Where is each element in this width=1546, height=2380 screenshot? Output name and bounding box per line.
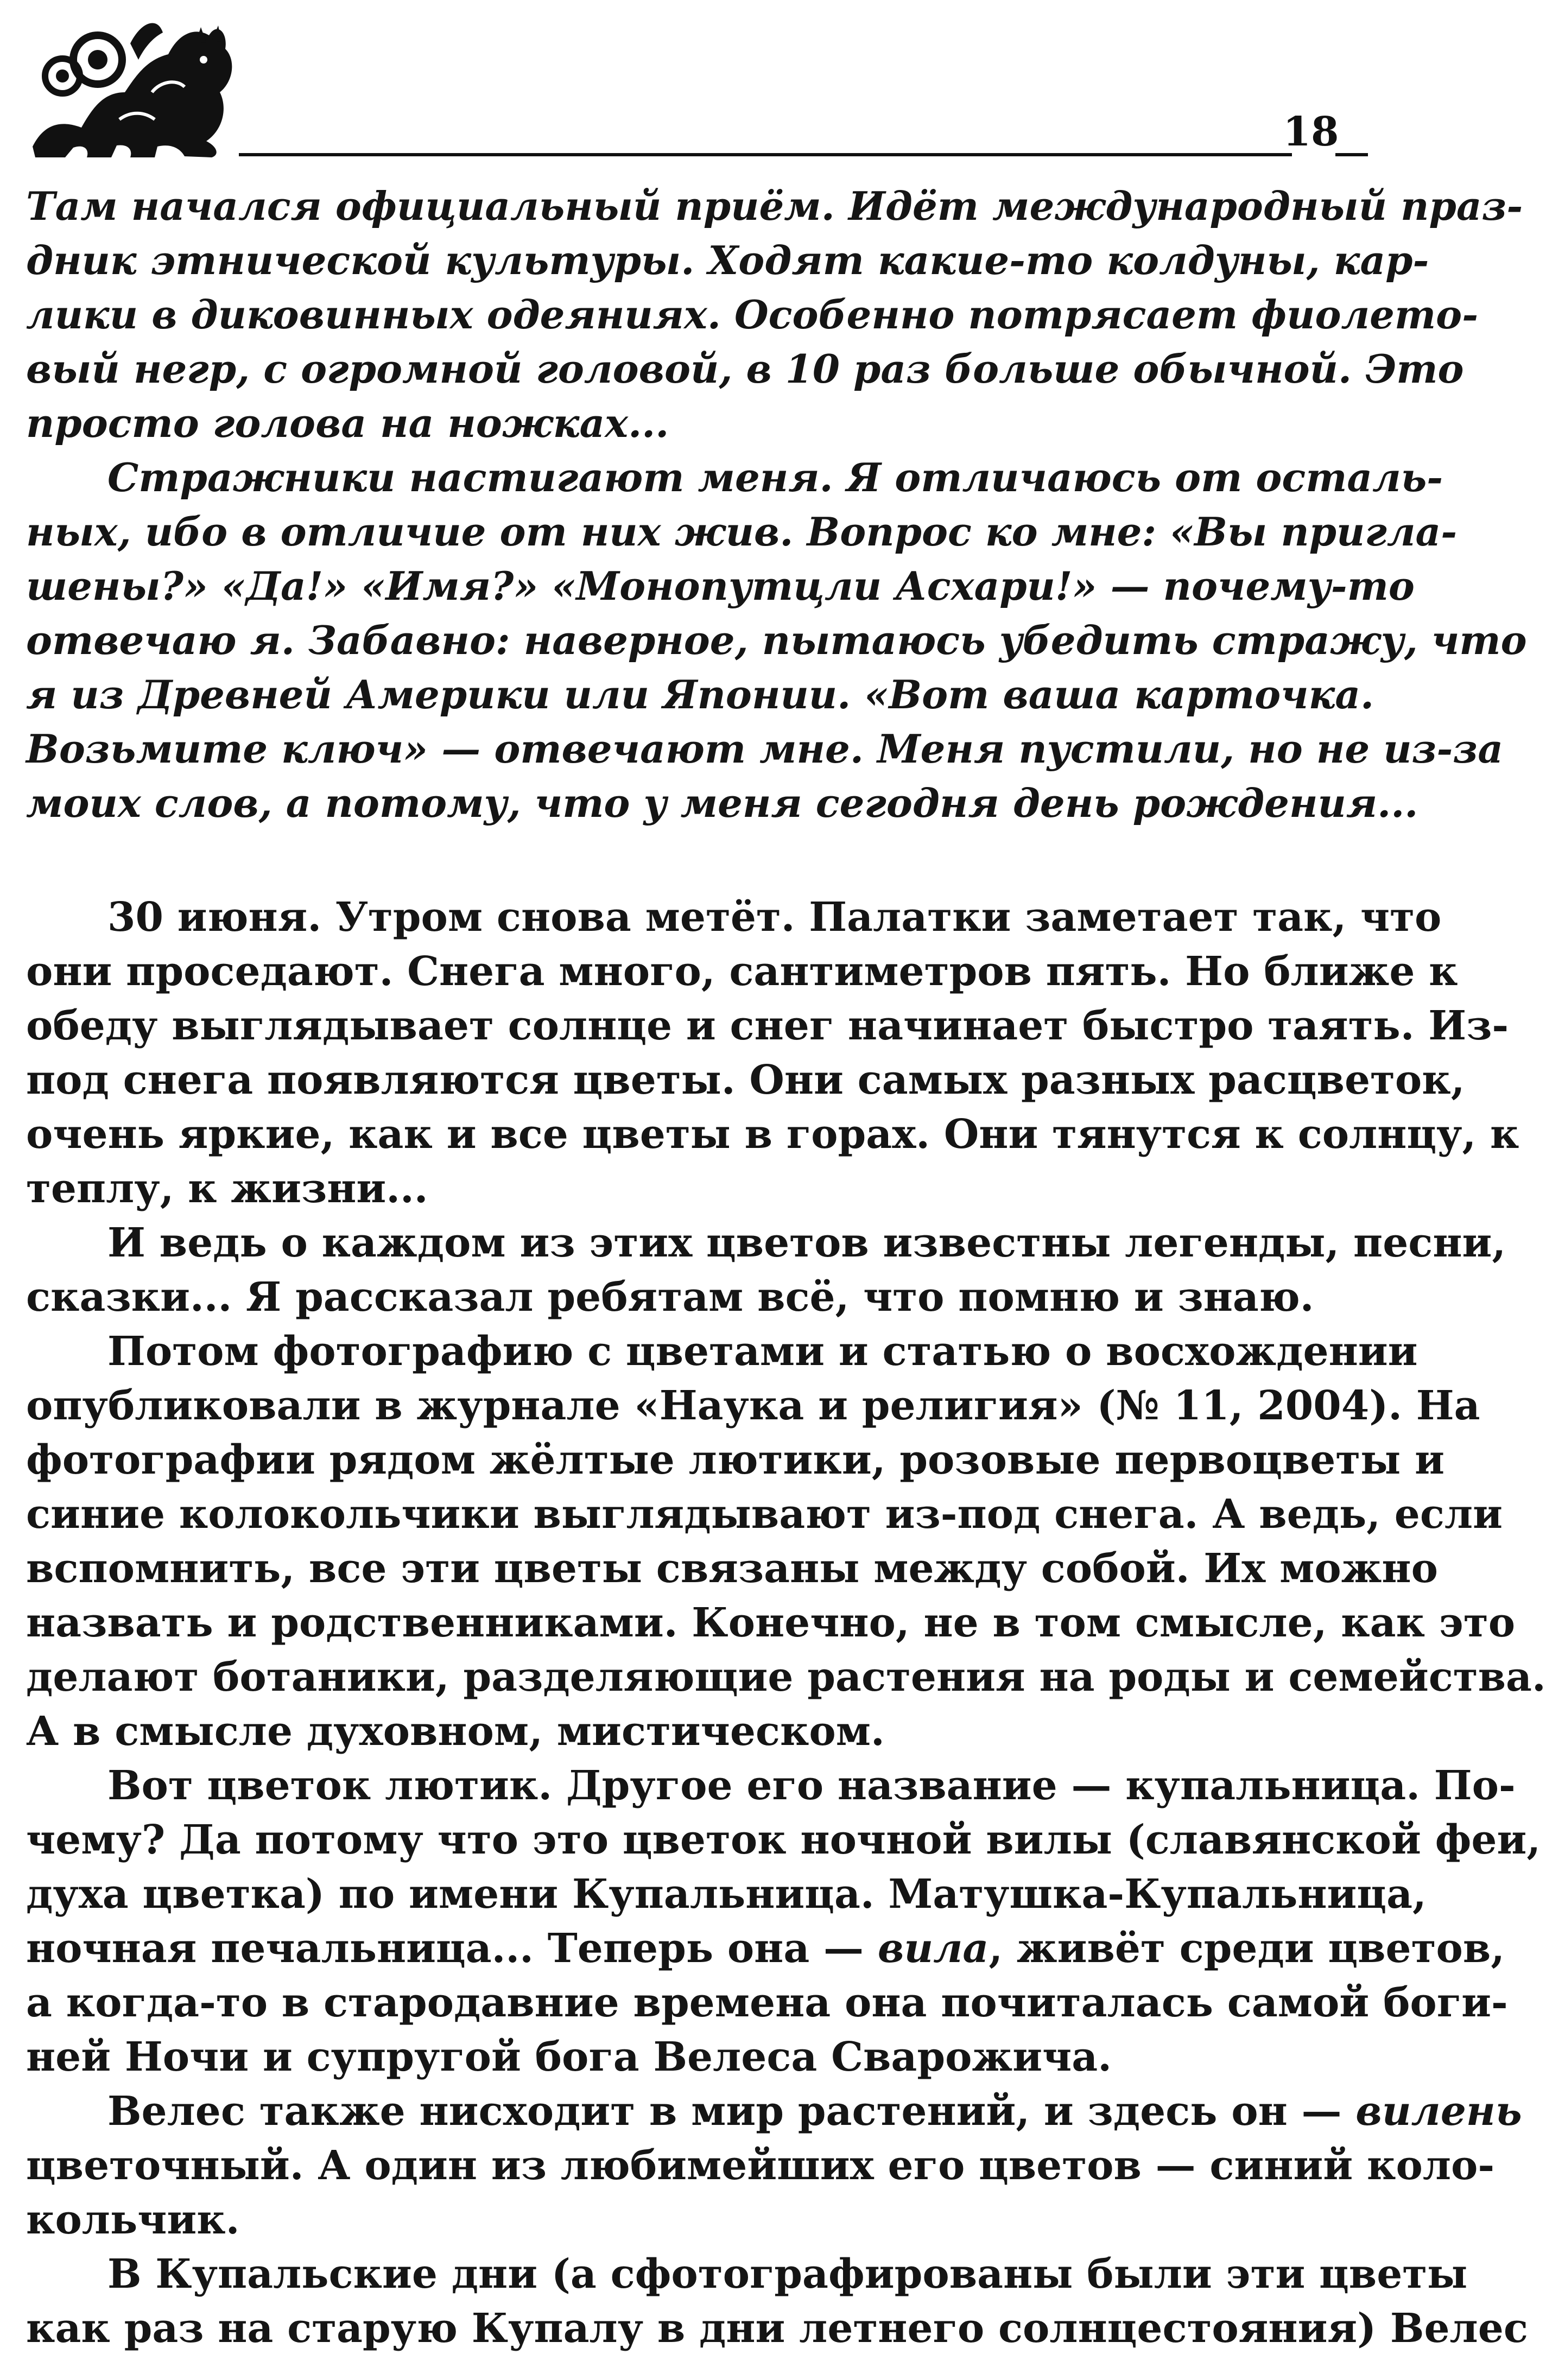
text-line: под снега появляются цветы. Они самых разных расцветок, [26, 1057, 1465, 1103]
griffin-emblem-icon [22, 11, 239, 168]
text-line: очень яркие, как и все цветы в горах. Они тянутся к солнцу, к [26, 1111, 1519, 1158]
text-line: вый негр, с огромной головой, в 10 раз больше обычной. Это [26, 346, 1464, 392]
text-line: дник этнической культуры. Ходят какие-то колдуны, кар- [26, 237, 1429, 283]
text-line: фотографии рядом жёлтые лютики, розовые первоцветы и [26, 1437, 1444, 1483]
text-line: я из Древней Америки или Японии. «Вот ваша карточка. [26, 671, 1374, 718]
text-segment: Велес также нисходит в мир растений, и здесь он — [107, 2088, 1356, 2135]
text-line: Вот цветок лютик. Другое его название — купальница. По- [107, 1762, 1516, 1809]
entry-date: 30 июня. [107, 894, 322, 941]
text-line: назвать и родственниками. Конечно, не в том смысле, как это [26, 1600, 1516, 1646]
text-line: А в смысле духовном, мистическом. [26, 1708, 885, 1755]
text-line: шены?» «Да!» «Имя?» «Монопутцли Асхари!» — почему-то [26, 563, 1415, 609]
text-line: духа цветка) по имени Купальница. Матушка-Купальница, [26, 1871, 1427, 1918]
header-rule-tail [1335, 153, 1368, 156]
text-line: как раз на старую Купалу в дни летнего солнцестояния) Велес [26, 2305, 1528, 2352]
text-line: синие колокольчики выглядывают из-под снега. А ведь, если [26, 1491, 1503, 1538]
text-line-vilen [26, 2084, 1522, 2138]
text-line: Стражники настигают меня. Я отличаюсь от осталь- [107, 454, 1443, 500]
text-line-vila [26, 1921, 1505, 1976]
text-line: цветочный. А один из любимейших его цветов — синий коло- [26, 2142, 1495, 2189]
entry-first-line-text: Утром снова метёт. Палатки заметает так, что [335, 894, 1442, 941]
text-line: сказки... Я рассказал ребятам всё, что помню и знаю. [26, 1274, 1314, 1321]
text-line: а когда-то в стародавние времена она почиталась самой боги- [26, 1979, 1508, 2026]
text-line: ней Ночи и супругой бога Велеса Сварожича. [26, 2034, 1112, 2080]
text-line: вспомнить, все эти цветы связаны между собой. Их можно [26, 1545, 1438, 1592]
text-line: Там начался официальный приём. Идёт международный праз- [26, 183, 1523, 229]
page-number: 18 [1283, 109, 1339, 155]
text-line: просто голова на ножках... [26, 400, 669, 446]
text-line: кольчик. [26, 2197, 240, 2243]
italic-word-vilen: вилень [1355, 2088, 1522, 2135]
page-header [22, 11, 1372, 168]
text-line: обеду выглядывает солнце и снег начинает быстро таять. Из- [26, 1002, 1509, 1049]
text-line: ных, ибо в отличие от них жив. Вопрос ко мне: «Вы пригла- [26, 509, 1458, 555]
text-line: теплу, к жизни... [26, 1165, 428, 1212]
text-line: Потом фотографию с цветами и статью о восхождении [107, 1328, 1418, 1375]
text-line: делают ботаники, разделяющие растения на роды и семейства. [26, 1654, 1546, 1700]
text-line: лики в диковинных одеяниях. Особенно потрясает фиолето- [26, 291, 1479, 338]
text-line: чему? Да потому что это цветок ночной вилы (славянской феи, [26, 1817, 1541, 1863]
text-segment: ночная печальница... Теперь она — [26, 1925, 878, 1972]
text-line: Возьмите ключ» — отвечают мне. Меня пустили, но не из-за [26, 726, 1504, 772]
text-line: они проседают. Снега много, сантиметров пять. Но ближе к [26, 948, 1458, 995]
text-line: отвечаю я. Забавно: наверное, пытаюсь убедить стражу, что [26, 617, 1527, 663]
text-line: В Купальские дни (а сфотографированы были эти цветы [107, 2251, 1468, 2298]
text-line: моих слов, а потому, что у меня сегодня день рождения... [26, 780, 1418, 826]
text-line: опубликовали в журнале «Наука и религия» (№ 11, 2004). На [26, 1382, 1480, 1429]
text-segment: , живёт среди цветов, [989, 1925, 1505, 1972]
text-line: И ведь о каждом из этих цветов известны легенды, песни, [107, 1220, 1506, 1266]
entry-first-line [26, 890, 1442, 944]
italic-word-vila: вила [877, 1925, 989, 1972]
header-rule [239, 153, 1292, 156]
